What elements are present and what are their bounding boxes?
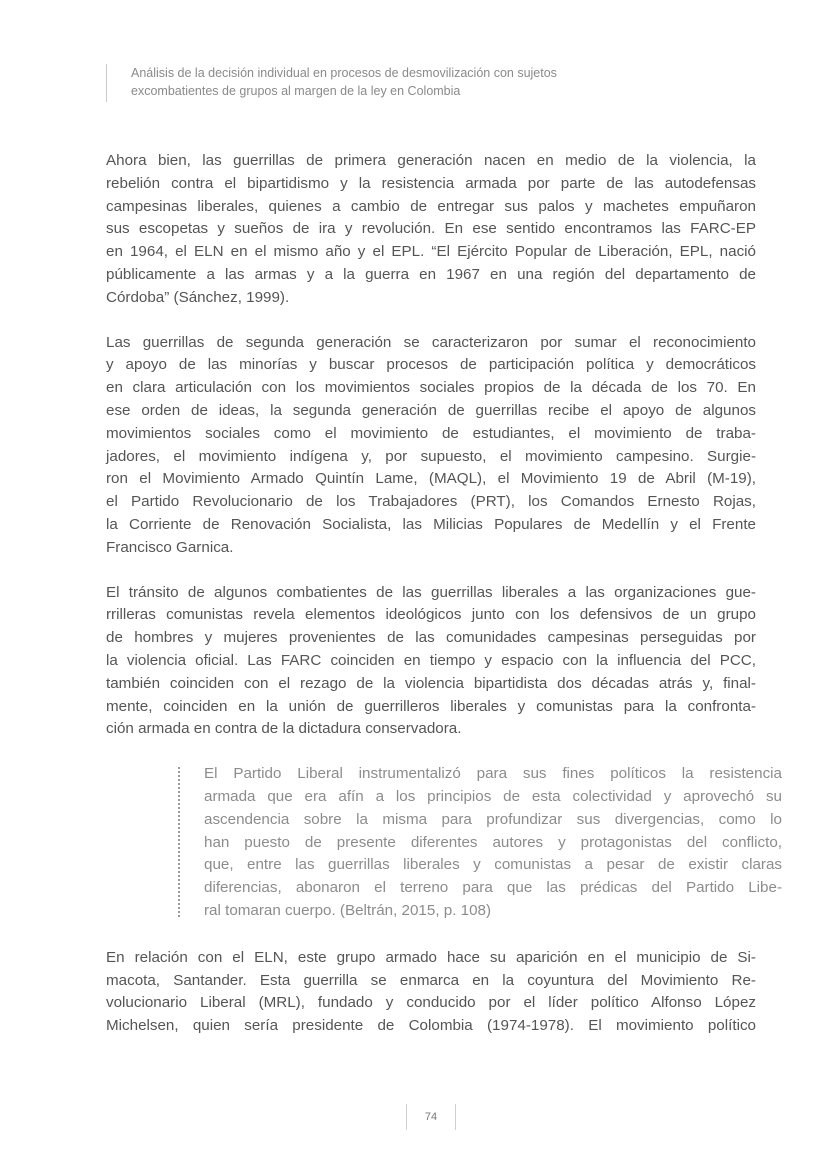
text-line: ese orden de ideas, la segunda generación de guerrillas recibe el apoyo de algunos [106, 401, 756, 419]
text-line: campesinas liberales, quienes a cambio de entregar sus palos y machetes empuñaron [106, 197, 756, 215]
text-line: rrilleras comunistas revela elementos ideológicos junto con los defensivos de un grupo [106, 606, 756, 624]
text-line: En relación con el ELN, este grupo armado hace su aparición en el municipio de Si- [106, 948, 756, 966]
text-line: Córdoba” (Sánchez, 1999). [106, 288, 290, 306]
running-header [106, 64, 557, 102]
text-line: y apoyo de las minorías y buscar procesos de participación política y democráticos [106, 356, 756, 374]
text-line: ron el Movimiento Armado Quintín Lame, (MAQL), el Movimiento 19 de Abril (M-19), [106, 470, 756, 488]
text-line: ción armada en contra de la dictadura conservadora. [106, 720, 462, 738]
text-line: jadores, el movimiento indígena y, por supuesto, el movimiento campesino. Surgie- [106, 447, 756, 465]
text-line: Las guerrillas de segunda generación se caracterizaron por sumar el reconocimiento [106, 333, 756, 351]
paragraph-1 [106, 150, 756, 310]
text-line: sus escopetas y sueños de ira y revolución. En ese sentido encontramos las FARC-EP [106, 220, 756, 238]
page-footer [406, 1104, 456, 1130]
text-line: rebelión contra el bipartidismo y la resistencia armada por parte de las autodefensas [106, 174, 756, 192]
text-line: Michelsen, quien sería presidente de Colombia (1974-1978). El movimiento político [106, 1017, 756, 1035]
text-line: macota, Santander. Esta guerrilla se enmarca en la coyuntura del Movimiento Re- [106, 971, 756, 989]
quote-line: ascendencia sobre la misma para profundizar sus divergencias, como lo [204, 810, 782, 828]
running-header-line: excombatientes de grupos al margen de la ley en Colombia [131, 84, 461, 98]
body-text [106, 150, 782, 1060]
text-line: el Partido Revolucionario de los Trabajadores (PRT), los Comandos Ernesto Rojas, [106, 493, 756, 511]
quote-line: que, entre las guerrillas liberales y comunistas a pesar de existir claras [204, 856, 782, 874]
quote-line: armada que era afín a los principios de esta colectividad y aprovechó su [204, 787, 782, 805]
paragraph-3 [106, 582, 756, 742]
text-line: en clara articulación con los movimientos sociales propios de la década de los 70. En [106, 379, 756, 397]
quote-line: ral tomaran cuerpo. (Beltrán, 2015, p. 108) [204, 901, 492, 919]
text-line: públicamente a las armas y a la guerra en 1967 en una región del departamento de [106, 265, 756, 283]
text-line: también coinciden con el rezago de la violencia bipartidista dos décadas atrás y, final- [106, 674, 756, 692]
paragraph-4 [106, 947, 756, 1038]
text-line: Ahora bien, las guerrillas de primera generación nacen en medio de la violencia, la [106, 152, 756, 169]
paragraph-2 [106, 332, 756, 560]
quote-line: diferencias, abonaron el terreno para que las prédicas del Partido Libe- [204, 879, 782, 897]
text-line: mente, coinciden en la unión de guerrilleros liberales y comunistas para la confronta- [106, 697, 756, 715]
running-header-line: Análisis de la decisión individual en procesos de desmovilización con sujetos [131, 66, 557, 80]
text-line: El tránsito de algunos combatientes de las guerrillas liberales a las organizaciones gue- [106, 583, 756, 601]
text-line: Francisco Garnica. [106, 538, 234, 556]
page-number: 74 [424, 1111, 438, 1123]
block-quote [178, 763, 782, 923]
quote-line: El Partido Liberal instrumentalizó para sus fines políticos la resistencia [204, 765, 782, 783]
text-line: la Corriente de Renovación Socialista, las Milicias Populares de Medellín y el Frente [106, 515, 756, 533]
text-line: de hombres y mujeres provenientes de las comunidades campesinas perseguidas por [106, 629, 756, 647]
text-line: en 1964, el ELN en el mismo año y el EPL. “El Ejército Popular de Liberación, EPL, nació [106, 243, 756, 261]
text-line: la violencia oficial. Las FARC coinciden en tiempo y espacio con la influencia del PCC, [106, 651, 756, 669]
text-line: movimientos sociales como el movimiento de estudiantes, el movimiento de traba- [106, 424, 756, 442]
quote-line: han puesto de presente diferentes autores y protagonistas del conflicto, [204, 833, 782, 851]
text-line: volucionario Liberal (MRL), fundado y conducido por el líder político Alfonso López [106, 994, 756, 1012]
